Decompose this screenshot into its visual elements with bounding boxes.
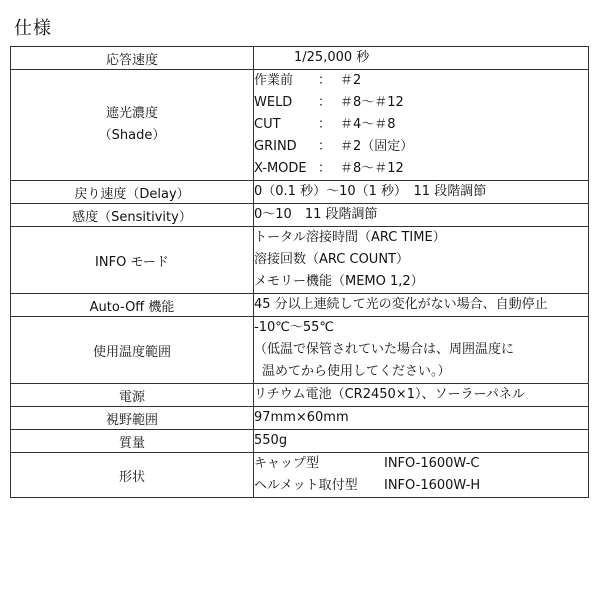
shade-item: GRIND ： ＃2（固定） (254, 139, 414, 154)
table-row (11, 453, 589, 498)
shade-item: CUT ： ＃4～＃8 (254, 117, 396, 132)
shade-item: 作業前 ： ＃2 (254, 73, 362, 88)
row-label-delay: 戻り速度（Delay） (11, 181, 254, 204)
row-label-shade: 遮光濃度 （Shade） (11, 70, 254, 181)
table-row (11, 430, 589, 453)
row-label-sensitivity: 感度（Sensitivity） (11, 204, 254, 227)
table-row (11, 407, 589, 430)
page-title: 仕様 (14, 18, 52, 39)
table-row (11, 47, 589, 70)
table-row (11, 181, 589, 204)
row-label-power: 電源 (11, 384, 254, 407)
row-value-shape (254, 453, 589, 498)
row-label-shape: 形状 (11, 453, 254, 498)
row-label-weight: 質量 (11, 430, 254, 453)
row-label-response: 応答速度 (11, 47, 254, 70)
shape-item: ヘルメット取付型 INFO-1600W-H (254, 478, 481, 493)
table-row (11, 204, 589, 227)
row-value-shade (254, 70, 589, 181)
row-label-info: INFO モード (11, 227, 254, 294)
table-row (11, 227, 589, 294)
shade-item: WELD ： ＃8～＃12 (254, 95, 404, 110)
table-row (11, 317, 589, 384)
row-value-autooff: 45 分以上連続して光の変化がない場合、自動停止 (254, 294, 589, 317)
row-value-info: トータル溶接時間（ARC TIME） 溶接回数（ARC COUNT） メモリー機能（MEMO 1,2） (254, 227, 589, 294)
row-value-view: 97mm×60mm (254, 407, 589, 430)
table-row (11, 384, 589, 407)
row-value-sensitivity: 0～10 11 段階調節 (254, 204, 589, 227)
row-value-delay: 0（0.1 秒）～10（1 秒） 11 段階調節 (254, 181, 589, 204)
row-value-response: 1/25,000 秒 (254, 47, 589, 70)
spec-table (10, 46, 589, 498)
row-label-view: 視野範囲 (11, 407, 254, 430)
row-value-temp: -10℃～55℃ （低温で保管されていた場合は、周囲温度に 温めてから使用してください。） (254, 317, 589, 384)
table-row (11, 70, 589, 181)
row-label-autooff: Auto-Off 機能 (11, 294, 254, 317)
table-row (11, 294, 589, 317)
shape-item: キャップ型 INFO-1600W-C (254, 456, 480, 471)
row-value-power: リチウム電池（CR2450×1）、ソーラーパネル (254, 384, 589, 407)
row-label-temp: 使用温度範囲 (11, 317, 254, 384)
row-value-weight: 550g (254, 430, 589, 453)
shade-item: X-MODE ： ＃8～＃12 (254, 161, 404, 176)
